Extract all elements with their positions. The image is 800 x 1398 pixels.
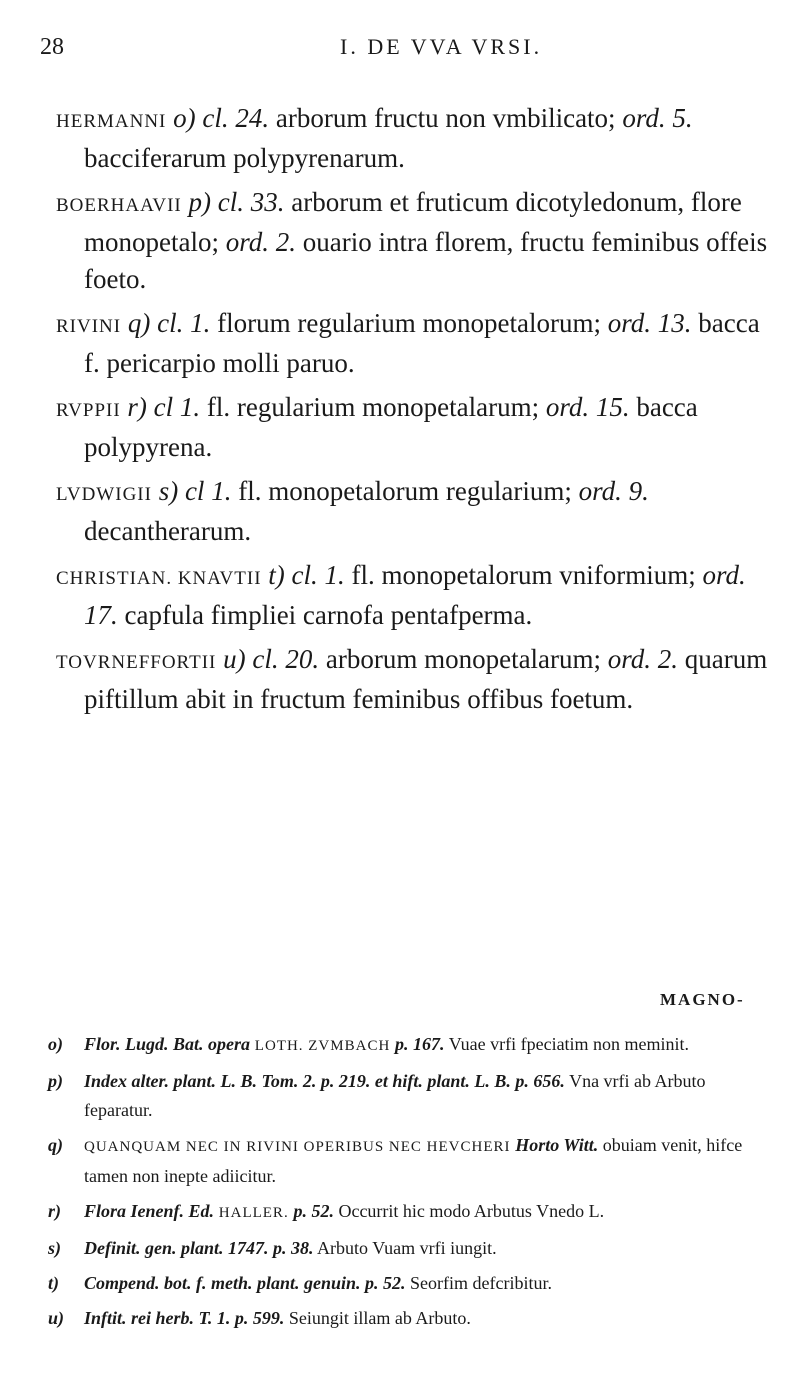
author-name: TOVRNEFFORTII [56,652,217,673]
entry-text: fl. monopetalorum regularium; [231,476,579,506]
classification-entry [56,641,776,718]
footnote-source: Inftit. rei herb. T. 1. p. 599. [84,1308,285,1328]
footnote-source: Flora Ienenf. Ed. [84,1201,215,1221]
footnote-text: Vuae vrfi fpeciatim non meminit. [444,1034,690,1054]
footnote-person: LOTH. ZVMBACH [250,1038,396,1054]
entry-text: capfula fimpliei carnofa pentafperma. [117,600,533,630]
footnote [48,1304,778,1333]
footnote-marker: p) [48,1071,63,1091]
entry-text: quarum piftillum abit in fructum feminibus offibus foetum. [84,644,768,714]
footnote-source: Index alter. plant. L. B. Tom. 2. p. 219. et hift. plant. L. B. p. 656. [84,1071,565,1091]
author-name: RIVINI [56,316,122,337]
catchword: MAGNO- [660,990,745,1009]
note-marker: s) [158,476,179,506]
footnote [48,1030,778,1061]
author-name: LVDWIGII [56,484,152,505]
order-ref: ord. 9. [578,476,649,506]
class-ref: cl 1. [153,392,201,422]
class-ref: cl. 20. [252,644,320,674]
footnote [48,1067,778,1125]
class-ref: cl. 24. [202,103,270,133]
footnote-source: p. 167. [395,1034,445,1054]
order-ref: ord. 15. [545,392,630,422]
entry-text: arborum monopetalarum; [319,644,608,674]
footnote [48,1269,778,1298]
class-ref: cl. 33. [217,187,285,217]
footnote-marker: q) [48,1135,63,1155]
note-marker: r) [127,392,147,422]
entry-text: bacca f. pericarpio molli paruo. [84,308,760,378]
entry-text: florum regularium monopetalorum; [210,308,608,338]
main-text [56,100,776,725]
entry-text: fl. monopetalorum vniformium; [344,560,703,590]
running-title: I. DE VVA VRSI. [340,34,543,59]
author-name: BOERHAAVII [56,195,182,216]
footnote-text: QUANQUAM NEC IN RIVINI OPERIBUS NEC HEVCHERI [84,1139,516,1155]
class-ref: cl. 1. [157,308,211,338]
classification-entry [56,184,776,298]
entry-text: ouario intra florem, fructu feminibus offeis foeto. [84,227,768,294]
entry-text: decantherarum. [84,516,252,546]
footnote-text: obuiam venit, hifce tamen non inepte adiicitur. [84,1135,743,1186]
author-name: RVPPII [56,400,121,421]
classification-entry [56,473,776,550]
classification-entry [56,305,776,382]
note-marker: p) [188,187,212,217]
author-name: CHRISTIAN. KNAVTII [56,568,262,589]
entry-text: bacciferarum polypyrenarum. [84,143,405,173]
order-ref: ord. 2. [225,227,296,257]
page-number: 28 [40,34,64,60]
note-marker: t) [268,560,285,590]
footnote [48,1234,778,1263]
class-ref: cl. 1. [291,560,345,590]
order-ref: ord. 13. [607,308,692,338]
note-marker: u) [223,644,246,674]
footnote-marker: r) [48,1201,61,1221]
footnote-source: Flor. Lugd. Bat. opera [84,1034,251,1054]
footnote-source: Definit. gen. plant. 1747. p. 38. [84,1238,314,1258]
footnote-text: Seorfim defcribitur. [405,1273,553,1293]
footnote [48,1197,778,1228]
footnote-marker: s) [48,1238,61,1258]
classification-entry [56,557,776,634]
footnote-source: Horto Witt. [515,1135,599,1155]
entry-text: fl. regularium monopetalarum; [200,392,546,422]
footnotes [48,1030,778,1339]
footnote-source: p. 52. [293,1201,334,1221]
classification-entry [56,100,776,177]
entry-text: arborum et fruticum dicotyledonum, flore monopetalo; [84,187,742,257]
note-marker: o) [173,103,196,133]
class-ref: cl 1. [184,476,232,506]
order-ref: ord. 2. [607,644,679,674]
entry-text: bacca polypyrena. [84,392,698,462]
footnote-text: Seiungit illam ab Arbuto. [284,1308,471,1328]
footnote-source: Compend. bot. f. meth. plant. genuin. p. 52. [84,1273,406,1293]
note-marker: q) [127,308,151,338]
footnote-text: Occurrit hic modo Arbutus Vnedo L. [333,1201,605,1221]
entry-text: arborum fructu non vmbilicato; [269,103,623,133]
footnote-marker: o) [48,1034,63,1054]
footnote [48,1131,778,1191]
footnote-text: Arbuto Vuam vrfi iungit. [313,1238,497,1258]
author-name: HERMANNI [56,111,167,132]
order-ref: ord. 5. [622,103,693,133]
footnote-text: Vna vrfi ab Arbuto feparatur. [84,1071,706,1120]
classification-entry [56,389,776,466]
running-header [40,34,760,70]
footnote-person: HALLER. [214,1205,294,1221]
order-ref: ord. 17. [84,560,746,630]
footnote-marker: u) [48,1308,65,1328]
footnote-marker: t) [48,1273,59,1293]
